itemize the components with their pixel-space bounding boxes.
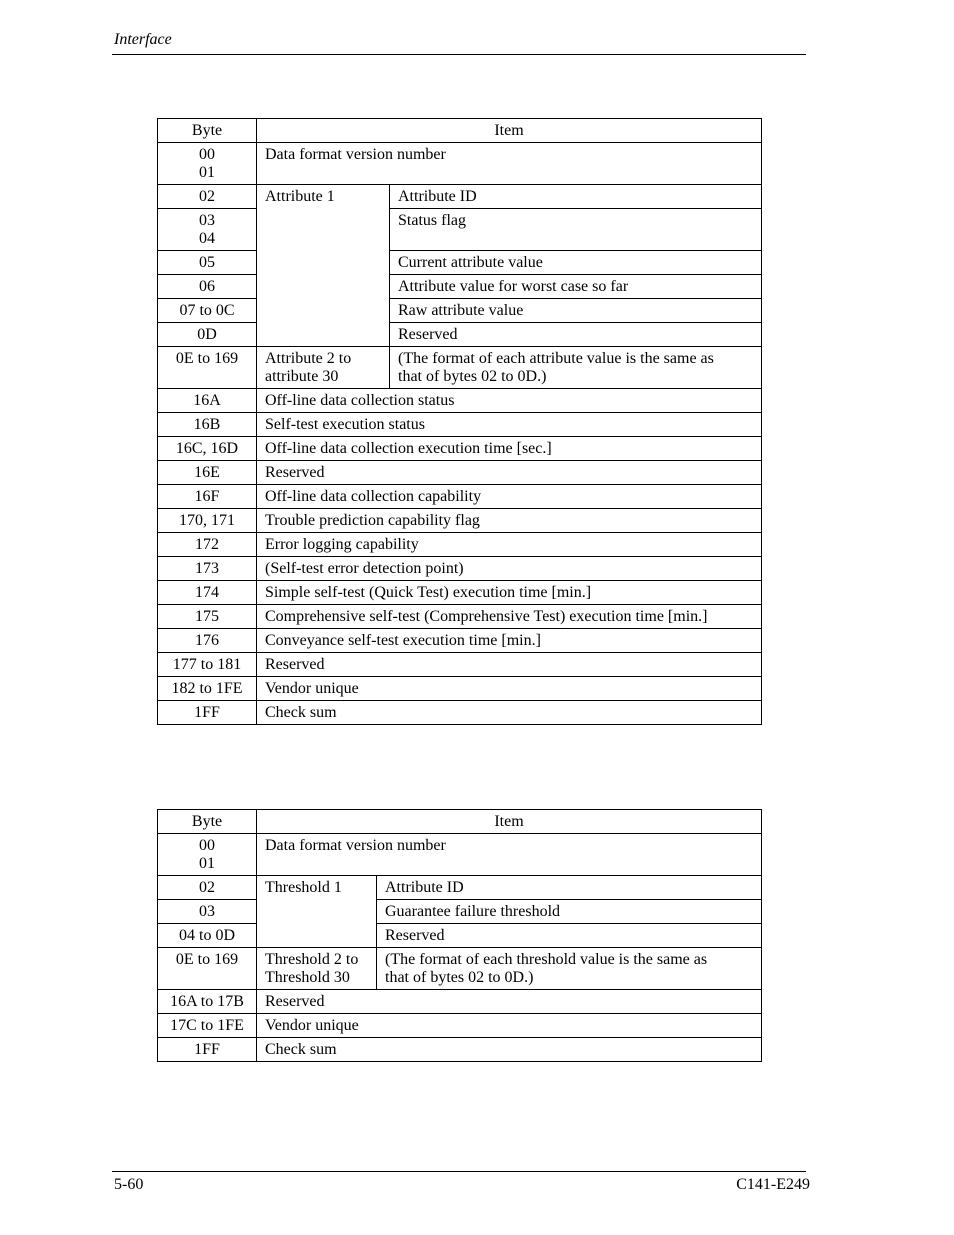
item-cell: Vendor unique xyxy=(257,1014,762,1038)
table-row xyxy=(158,581,762,605)
byte-value: 01 xyxy=(199,164,215,181)
table-header-row xyxy=(158,810,762,834)
table-row xyxy=(158,209,762,251)
group-text: Threshold 30 xyxy=(265,969,350,986)
byte-cell: 16C, 16D xyxy=(158,437,257,461)
byte-cell: 174 xyxy=(158,581,257,605)
item-cell: Attribute ID xyxy=(390,185,762,209)
byte-value: 04 xyxy=(199,230,215,247)
byte-cell: 182 to 1FE xyxy=(158,677,257,701)
byte-cell: 0E to 169 xyxy=(158,948,257,990)
byte-cell: 0E to 169 xyxy=(158,347,257,389)
table-row xyxy=(158,990,762,1014)
item-cell: Self-test execution status xyxy=(257,413,762,437)
group-cell xyxy=(257,948,377,990)
byte-column-header: Byte xyxy=(158,810,257,834)
byte-value: 00 xyxy=(199,837,215,854)
byte-cell: 16B xyxy=(158,413,257,437)
item-column-header: Item xyxy=(257,119,762,143)
byte-cell: 176 xyxy=(158,629,257,653)
item-cell: Off-line data collection status xyxy=(257,389,762,413)
table-row xyxy=(158,485,762,509)
table-row xyxy=(158,876,762,900)
table-row xyxy=(158,1038,762,1062)
byte-value: 03 xyxy=(199,212,215,229)
table-row xyxy=(158,275,762,299)
byte-cell: 02 xyxy=(158,876,257,900)
byte-cell: 16A to 17B xyxy=(158,990,257,1014)
item-cell: Status flag xyxy=(390,209,762,251)
item-cell: Off-line data collection execution time [sec.] xyxy=(257,437,762,461)
item-text: that of bytes 02 to 0D.) xyxy=(398,368,547,385)
item-text: (The format of each threshold value is the same as xyxy=(385,951,708,968)
byte-cell: 17C to 1FE xyxy=(158,1014,257,1038)
byte-cell: 16E xyxy=(158,461,257,485)
item-cell: Reserved xyxy=(390,323,762,347)
item-cell xyxy=(377,948,762,990)
byte-cell: 177 to 181 xyxy=(158,653,257,677)
byte-cell: 06 xyxy=(158,275,257,299)
table-row xyxy=(158,924,762,948)
table-row xyxy=(158,900,762,924)
item-cell: Raw attribute value xyxy=(390,299,762,323)
table-row xyxy=(158,701,762,725)
item-text: that of bytes 02 to 0D.) xyxy=(385,969,534,986)
table-row xyxy=(158,1014,762,1038)
byte-value: 01 xyxy=(199,855,215,872)
byte-cell: 16A xyxy=(158,389,257,413)
byte-cell: 175 xyxy=(158,605,257,629)
table-header-row xyxy=(158,119,762,143)
group-cell: Threshold 1 xyxy=(257,876,377,948)
item-cell: Error logging capability xyxy=(257,533,762,557)
table-row xyxy=(158,677,762,701)
byte-cell: 0D xyxy=(158,323,257,347)
running-header: Interface xyxy=(114,31,172,48)
item-cell: Reserved xyxy=(257,653,762,677)
byte-value: 00 xyxy=(199,146,215,163)
table-row xyxy=(158,533,762,557)
item-cell: Attribute value for worst case so far xyxy=(390,275,762,299)
item-cell: Attribute ID xyxy=(377,876,762,900)
byte-cell: 1FF xyxy=(158,1038,257,1062)
item-cell: Conveyance self-test execution time [min.] xyxy=(257,629,762,653)
item-text: (The format of each attribute value is the same as xyxy=(398,350,714,367)
document-id: C141-E249 xyxy=(736,1176,810,1193)
item-cell: Data format version number xyxy=(257,834,762,876)
byte-cell: 1FF xyxy=(158,701,257,725)
group-cell xyxy=(257,347,390,389)
item-cell: Trouble prediction capability flag xyxy=(257,509,762,533)
header-rule xyxy=(112,54,806,55)
table-row xyxy=(158,834,762,876)
byte-cell xyxy=(158,143,257,185)
item-cell: Check sum xyxy=(257,701,762,725)
group-cell: Attribute 1 xyxy=(257,185,390,347)
byte-cell: 170, 171 xyxy=(158,509,257,533)
item-cell xyxy=(390,347,762,389)
byte-cell: 07 to 0C xyxy=(158,299,257,323)
table-row xyxy=(158,413,762,437)
item-cell: (Self-test error detection point) xyxy=(257,557,762,581)
item-column-header: Item xyxy=(257,810,762,834)
table-row xyxy=(158,461,762,485)
item-cell: Check sum xyxy=(257,1038,762,1062)
item-cell: Simple self-test (Quick Test) execution time [min.] xyxy=(257,581,762,605)
item-cell: Guarantee failure threshold xyxy=(377,900,762,924)
table-row xyxy=(158,251,762,275)
table-row xyxy=(158,185,762,209)
item-cell: Vendor unique xyxy=(257,677,762,701)
byte-cell: 03 xyxy=(158,900,257,924)
group-text: Threshold 2 to xyxy=(265,951,359,968)
footer-rule xyxy=(112,1171,806,1172)
table-row xyxy=(158,143,762,185)
table-row xyxy=(158,347,762,389)
item-cell: Reserved xyxy=(377,924,762,948)
table-row xyxy=(158,653,762,677)
item-cell: Data format version number xyxy=(257,143,762,185)
byte-cell: 05 xyxy=(158,251,257,275)
table-row xyxy=(158,389,762,413)
byte-cell: 04 to 0D xyxy=(158,924,257,948)
table-row xyxy=(158,299,762,323)
page-number: 5-60 xyxy=(114,1176,144,1193)
byte-cell xyxy=(158,834,257,876)
item-cell: Reserved xyxy=(257,461,762,485)
threshold-data-table xyxy=(157,809,762,1062)
byte-column-header: Byte xyxy=(158,119,257,143)
table-row xyxy=(158,605,762,629)
byte-cell: 173 xyxy=(158,557,257,581)
item-cell: Comprehensive self-test (Comprehensive Test) execution time [min.] xyxy=(257,605,762,629)
group-text: attribute 30 xyxy=(265,368,339,385)
byte-cell: 02 xyxy=(158,185,257,209)
group-text: Attribute 2 to xyxy=(265,350,352,367)
byte-cell xyxy=(158,209,257,251)
table-row xyxy=(158,323,762,347)
attribute-data-table xyxy=(157,118,762,725)
byte-cell: 16F xyxy=(158,485,257,509)
item-cell: Current attribute value xyxy=(390,251,762,275)
table-row xyxy=(158,948,762,990)
item-cell: Off-line data collection capability xyxy=(257,485,762,509)
byte-cell: 172 xyxy=(158,533,257,557)
table-row xyxy=(158,557,762,581)
table-row xyxy=(158,509,762,533)
item-cell: Reserved xyxy=(257,990,762,1014)
table-row xyxy=(158,437,762,461)
table-row xyxy=(158,629,762,653)
